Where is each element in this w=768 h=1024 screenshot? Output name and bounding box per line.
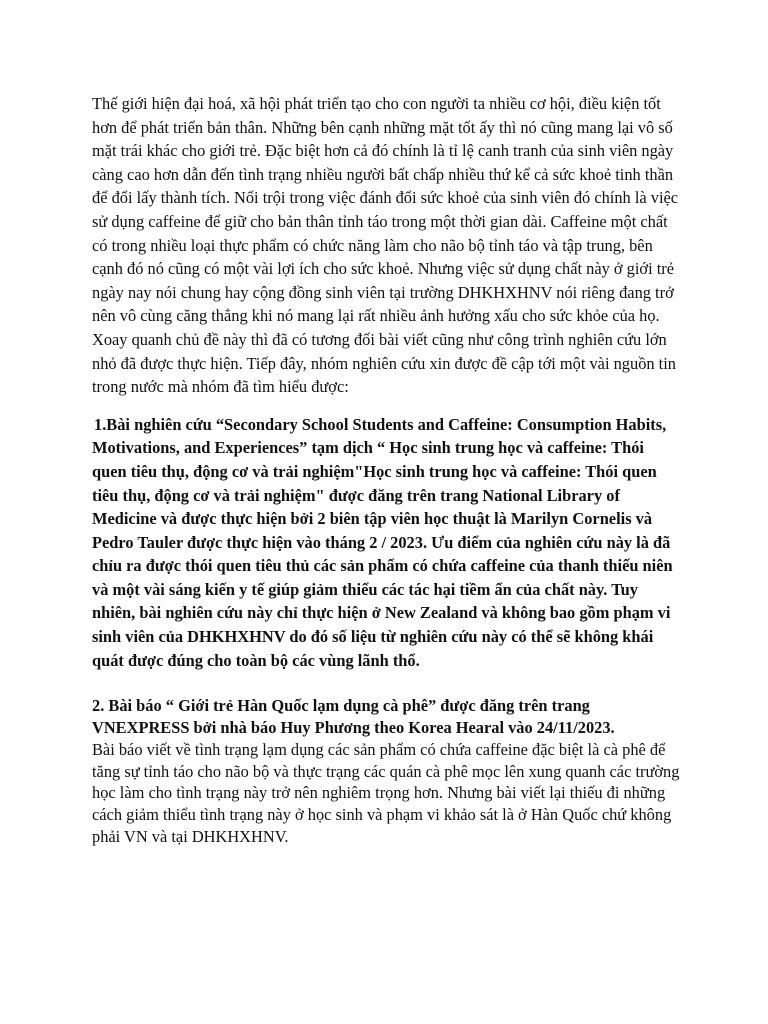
source-item-1: 1.Bài nghiên cứu “Secondary School Students and Caffeine: Consumption Habits, Motivations, and Experiences” tạm dịch “ Học sinh trung học và caffeine: Thói quen tiêu thụ, động cơ và trải nghiệm"Học sinh trung học và caffeine: Thói quen tiêu thụ, động cơ và trải nghiệm" được đăng trên trang National Library of Medicine và được thực hiện bởi 2 biên tập viên học thuật là Marilyn Cornelis và Pedro Tauler được thực hiện vào tháng 2 / 2023. Ưu điểm của nghiên cứu này là đã chỉu ra được thói quen tiêu thủ các sản phẩm có chứa caffeine của thanh thiếu niên và một vài sáng kiến y tế giúp giảm thiểu các tác hại tiềm ẩn của chất này. Tuy nhiên, bài nghiên cứu này chỉ thực hiện ở New Zealand và không bao gồm phạm vi sinh viên của DHKHXHNV do đó số liệu từ nghiên cứu này có thể sẽ không khái quát được đúng cho toàn bộ các vùng lãnh thổ.	[92, 414, 673, 670]
source-item-2-heading: 2. Bài báo “ Giới trẻ Hàn Quốc lạm dụng cà phê” được đăng trên trang VNEXPRESS bởi nhà báo Huy Phương theo Korea Hearal vào 24/11/2023.	[92, 696, 615, 738]
intro-paragraph: Thế giới hiện đại hoá, xã hội phát triển tạo cho con người ta nhiều cơ hội, điều kiện tốt hơn để phát triển bản thân. Những bên cạnh những mặt tốt ấy thì nó cũng mang lại vô số mặt trái khác cho giới trẻ. Đặc biệt hơn cả đó chính là tỉ lệ canh tranh của sinh viên ngày càng cao hơn dẫn đến tình trạng nhiều người bất chấp nhiều thứ kể cả sức khoẻ tinh thần để đổi lấy thành tích. Nổi trội trong việc đánh đổi sức khoẻ của sinh viên đó chính là việc sử dụng caffeine để giữ cho bản thân tỉnh táo trong một thời gian dài. Caffeine một chất có trong nhiều loại thực phẩm có chức năng làm cho não bộ tỉnh táo và tập trung, bên cạnh đó nó cũng có một vài lợi ích cho sức khoẻ. Nhưng việc sử dụng chất này ở giới trẻ ngày nay nói chung hay cộng đồng sinh viên tại trường DHKHXHNV nói riêng đang trở nên vô cùng căng thẳng khi nó mang lại rất nhiều ảnh hưởng xấu cho sức khỏe của họ. Xoay quanh chủ đề này thì đã có tương đối bài viết cũng như công trình nghiên cứu lớn nhỏ đã được thực hiện. Tiếp đây, nhóm nghiên cứu xin được đề cập tới một vài nguồn tin trong nước mà nhóm đã tìm hiểu được:	[92, 94, 679, 397]
source-item-2-body: Bài báo viết về tình trạng lạm dụng các sản phẩm có chứa caffeine đặc biệt là cà phê để tăng sự tỉnh táo cho não bộ và thực trạng các quán cà phê mọc lên xung quanh các trường học làm cho tình trạng này trở nên nghiêm trọng hơn. Nhưng bài viết lại thiếu đi những cách giảm thiểu tình trạng này ở học sinh và phạm vi khảo sát là ở Hàn Quốc chứ không phải VN và tại DHKHXHNV.	[92, 739, 680, 847]
document-page	[92, 92, 680, 848]
source-item-2	[92, 695, 680, 848]
